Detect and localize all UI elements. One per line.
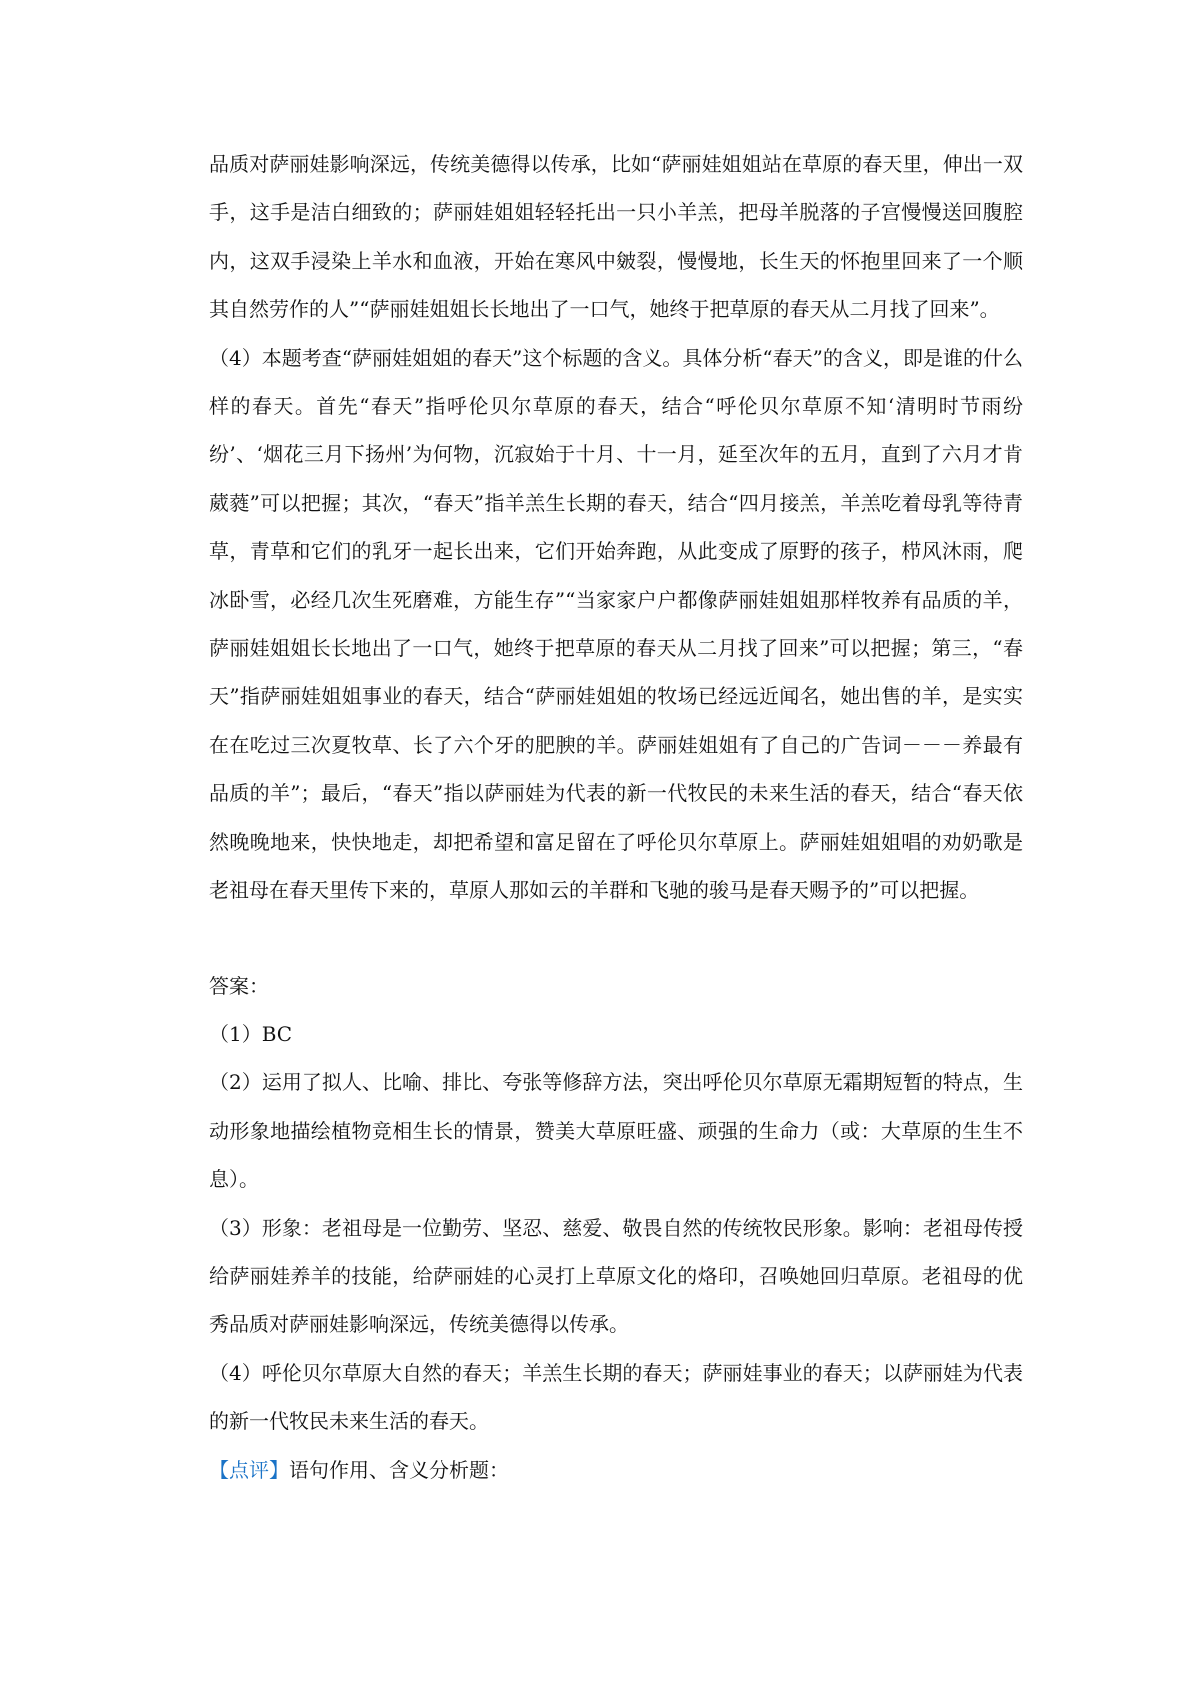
analysis-paragraph-4: （4）本题考查“萨丽娃姐姐的春天”这个标题的含义。具体分析“春天”的含义，即是谁的什么样的春天。首先“春天”指呼伦贝尔草原的春天，结合“呼伦贝尔草原不知‘清明时节雨纷纷’、‘烟花三月下扬州’为何物，沉寂始于十月、十一月，延至次年的五月，直到了六月才肯葳蕤”可以把握；其次，“春天”指羊羔生长期的春天，结合“四月接羔，羊羔吃着母乳等待青草，青草和它们的乳牙一起长出来，它们开始奔跑，从此变成了原野的孩子，栉风沐雨，爬冰卧雪，必经几次生死磨难，方能生存”“当家家户户都像萨丽娃姐姐那样牧养有品质的羊，萨丽娃姐姐长长地出了一口气，她终于把草原的春天从二月找了回来”可以把握；第三，“春天”指萨丽娃姐姐事业的春天，结合“萨丽娃姐姐的牧场已经远近闻名，她出售的羊，是实实在在吃过三次夏牧草、长了六个牙的肥腴的羊。萨丽娃姐姐有了自己的广告词－－－养最有品质的羊”；最后，“春天”指以萨丽娃为代表的新一代牧民的未来生活的春天，结合“春天依然晚晚地来，快快地走，却把希望和富足留在了呼伦贝尔草原上。萨丽娃姐姐唱的劝奶歌是老祖母在春天里传下来的，草原人那如云的羊群和飞驰的骏马是春天赐予的”可以把握。: [209, 345, 1023, 903]
answer-item-2: （2）运用了拟人、比喻、排比、夸张等修辞方法，突出呼伦贝尔草原无霜期短暂的特点，生动形象地描绘植物竞相生长的情景，赞美大草原旺盛、顽强的生命力（或：大草原的生生不息）。: [209, 1070, 1023, 1192]
answer-item-4: （4）呼伦贝尔草原大自然的春天；羊羔生长期的春天；萨丽娃事业的春天；以萨丽娃为代表的新一代牧民未来生活的春天。: [209, 1360, 1023, 1434]
section-spacer: [209, 915, 1023, 962]
answer-label: 答案：: [209, 973, 269, 998]
answer-item-3: （3）形象：老祖母是一位勤劳、坚忍、慈爱、敬畏自然的传统牧民形象。影响：老祖母传授给萨丽娃养羊的技能，给萨丽娃的心灵打上草原文化的烙印，召唤她回归草原。老祖母的优秀品质对萨丽娃影响深远，传统美德得以传承。: [209, 1215, 1023, 1337]
answer-item-1: （1）BC: [209, 1021, 293, 1046]
comment-text: 语句作用、含义分析题：: [289, 1457, 509, 1482]
document-page: [209, 140, 1023, 1494]
comment-line: [209, 1446, 1023, 1494]
comment-tag: 【点评】: [209, 1457, 289, 1482]
analysis-paragraph-3-continued: 品质对萨丽娃影响深远，传统美德得以传承，比如“萨丽娃姐姐站在草原的春天里，伸出一双手，这手是洁白细致的；萨丽娃姐姐轻轻托出一只小羊羔，把母羊脱落的子宫慢慢送回腹腔内，这双手浸染上羊水和血液，开始在寒风中皴裂，慢慢地，长生天的怀抱里回来了一个顺其自然劳作的人”“萨丽娃姐姐长长地出了一口气，她终于把草原的春天从二月找了回来”。: [209, 152, 1023, 322]
